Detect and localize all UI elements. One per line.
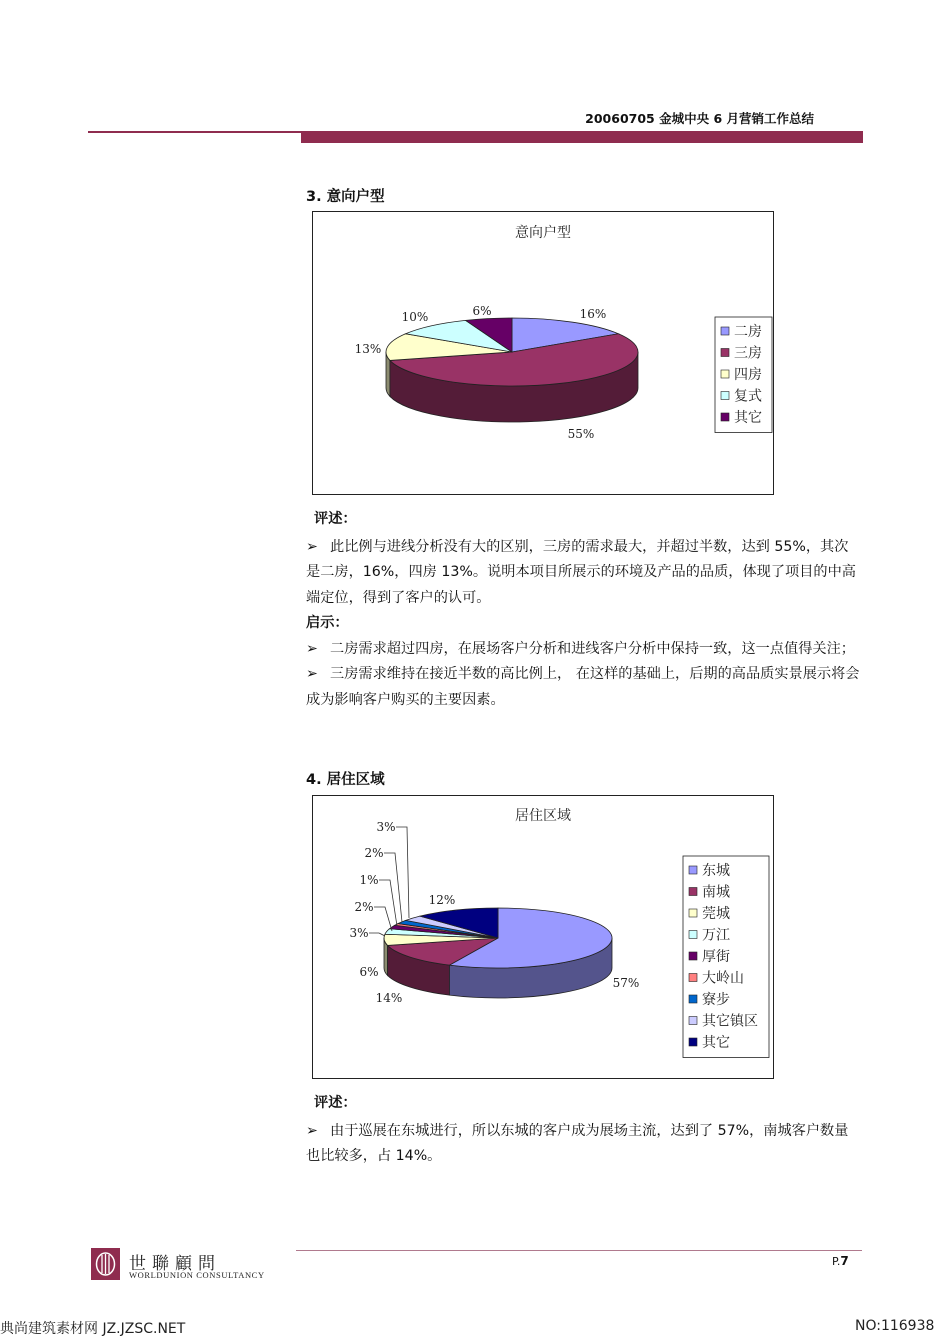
section4-text xyxy=(306,1091,862,1170)
legend-swatch xyxy=(689,995,697,1003)
section4-comment-item xyxy=(306,1119,862,1170)
chart2-pie xyxy=(384,908,612,998)
legend-entry: 三房 xyxy=(734,345,762,362)
legend-swatch xyxy=(721,370,729,378)
header-title: 20060705 金城中央 6 月营销工作总结 xyxy=(585,111,814,126)
legend-entry: 其它镇区 xyxy=(702,1013,758,1030)
header-rule-thin xyxy=(88,131,301,133)
page-number-value: 7 xyxy=(840,1254,849,1268)
section3-insight-item xyxy=(306,637,862,663)
legend-entry: 大岭山 xyxy=(702,970,744,987)
section3-insight-label: 启示： xyxy=(306,615,349,631)
legend-entry: 其它 xyxy=(702,1035,730,1051)
data-label-leader xyxy=(374,907,392,931)
legend-entry: 万江 xyxy=(702,927,730,944)
data-label: 10% xyxy=(401,310,429,324)
bullet-arrow-icon: ➢ xyxy=(306,640,318,657)
legend-swatch xyxy=(689,888,697,896)
legend-entry: 二房 xyxy=(734,324,762,340)
section4-comment-text: 由于巡展在东城进行，所以东城的客户成为展场主流，达到了 57%，南城客户数量也比较多，占 14%。 xyxy=(306,1122,849,1164)
legend-swatch xyxy=(689,952,697,960)
bullet-arrow-icon: ➢ xyxy=(306,538,318,555)
section4-comment-label: 评述： xyxy=(314,1095,357,1111)
section3-comment-item xyxy=(306,535,862,612)
footer-rule xyxy=(296,1250,862,1251)
legend-swatch xyxy=(721,327,729,335)
legend-swatch xyxy=(721,349,729,357)
data-label: 6% xyxy=(359,965,379,979)
legend-entry: 东城 xyxy=(702,863,730,879)
legend-swatch xyxy=(721,392,729,400)
section3-comment-label: 评述： xyxy=(314,511,357,527)
data-label: 2% xyxy=(354,900,374,914)
section3-text xyxy=(306,507,862,713)
data-label: 12% xyxy=(428,893,456,907)
header-rule-thick xyxy=(301,131,863,143)
data-label: 13% xyxy=(354,342,382,356)
data-label: 55% xyxy=(567,427,595,441)
legend-swatch xyxy=(689,974,697,982)
legend-entry: 厚街 xyxy=(702,949,730,965)
legend-entry: 复式 xyxy=(734,388,762,405)
legend-entry: 四房 xyxy=(734,367,762,383)
data-label: 16% xyxy=(579,307,607,321)
chart2-legend xyxy=(683,856,769,1058)
legend-entry: 南城 xyxy=(702,884,730,901)
section3-insight-item xyxy=(306,662,862,713)
chart-residential-area xyxy=(312,795,774,1079)
legend-swatch xyxy=(689,909,697,917)
data-label-leader xyxy=(369,933,385,936)
data-label: 2% xyxy=(364,846,384,860)
bullet-arrow-icon: ➢ xyxy=(306,666,318,682)
bullet-arrow-icon: ➢ xyxy=(306,1122,318,1139)
data-label-leader xyxy=(379,880,397,926)
chart2-svg xyxy=(313,796,773,1078)
chart1-legend xyxy=(715,317,772,433)
company-name-cn: 世聯顧問 xyxy=(129,1254,221,1274)
chart1-pie xyxy=(386,318,638,422)
page-number xyxy=(832,1254,849,1268)
legend-swatch xyxy=(689,1017,697,1025)
page-prefix: P. xyxy=(832,1255,841,1268)
chart1-svg xyxy=(313,212,773,494)
watermark-number: NO:116938 xyxy=(855,1318,935,1334)
legend-entry: 莞城 xyxy=(702,906,730,922)
legend-swatch xyxy=(689,866,697,874)
company-name-en: WORLDUNION CONSULTANCY xyxy=(129,1270,265,1280)
data-label: 3% xyxy=(376,820,396,834)
company-logo-icon xyxy=(91,1248,120,1280)
data-label: 3% xyxy=(349,926,369,940)
section3-insight-text-2: 三房需求维持在接近半数的高比例上， 在这样的基础上，后期的高品质实景展示将会成为影响客户购买的主要因素。 xyxy=(306,666,860,708)
legend-entry: 寮步 xyxy=(702,992,730,1008)
section3-insight-text-1: 二房需求超过四房，在展场客户分析和进线客户分析中保持一致，这一点值得关注； xyxy=(330,640,855,657)
data-label-leader xyxy=(396,827,409,918)
data-label: 1% xyxy=(359,873,379,887)
section4-heading: 4. 居住区域 xyxy=(306,772,385,788)
legend-swatch xyxy=(689,1038,697,1046)
data-label: 6% xyxy=(472,304,492,318)
watermark-site: 典尚建筑素材网 JZ.JZSC.NET xyxy=(0,1321,186,1337)
legend-swatch xyxy=(721,413,729,421)
chart2-title: 居住区域 xyxy=(515,808,571,824)
data-label: 57% xyxy=(612,976,640,990)
legend-swatch xyxy=(689,931,697,939)
chart1-title: 意向户型 xyxy=(515,225,571,241)
section3-heading: 3. 意向户型 xyxy=(306,189,385,205)
section3-comment-text: 此比例与进线分析没有大的区别，三房的需求最大，并超过半数，达到 55%，其次是二房，16%，四房 13%。说明本项目所展示的环境及产品的品质，体现了项目的中高端定位，得到了客户的认可。 xyxy=(306,538,856,606)
legend-entry: 其它 xyxy=(734,410,762,426)
chart-intended-unit-type xyxy=(312,211,774,495)
data-label: 14% xyxy=(375,991,403,1005)
